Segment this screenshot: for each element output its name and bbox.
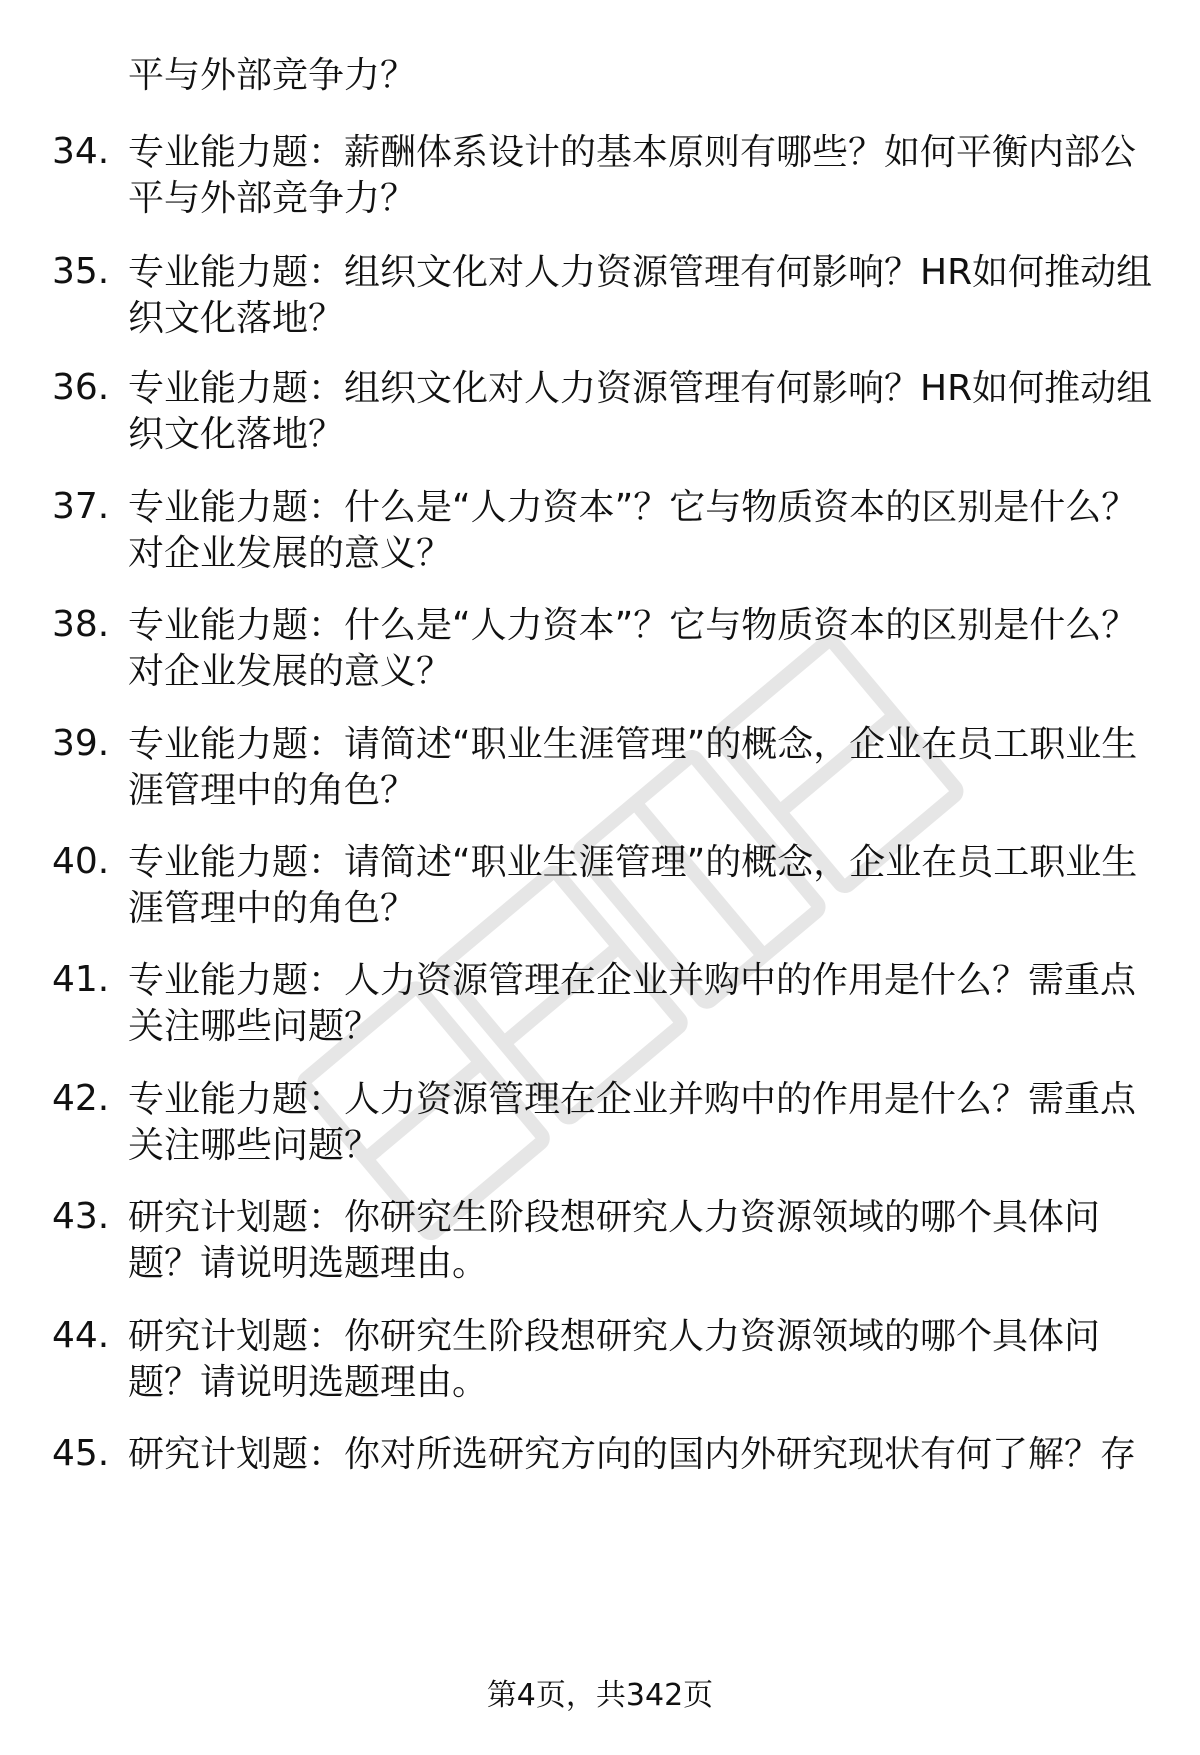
question-number: 42. [52,1078,110,1119]
continuation-line: 平与外部竞争力？ [128,55,417,96]
question-text: 专业能力题：薪酬体系设计的基本原则有哪些？如何平衡内部公平与外部竞争力？ [128,132,1137,219]
question-number: 37. [52,486,110,527]
question-text: 专业能力题：什么是“人力资本”？它与物质资本的区别是什么？对企业发展的意义？ [128,605,1138,692]
question-text: 研究计划题：你对所选研究方向的国内外研究现状有何了解？存 [128,1434,1137,1475]
question-text: 研究计划题：你研究生阶段想研究人力资源领域的哪个具体问题？请说明选题理由。 [128,1197,1101,1284]
question-number: 38. [52,604,110,645]
question-text: 专业能力题：什么是“人力资本”？它与物质资本的区别是什么？对企业发展的意义？ [128,487,1138,574]
question-text: 专业能力题：人力资源管理在企业并购中的作用是什么？需重点关注哪些问题？ [128,960,1137,1047]
question-text: 研究计划题：你研究生阶段想研究人力资源领域的哪个具体问题？请说明选题理由。 [128,1316,1101,1403]
question-text: 专业能力题：组织文化对人力资源管理有何影响？HR如何推动组织文化落地？ [128,252,1153,339]
question-number: 40. [52,841,110,882]
question-text: 专业能力题：请简述“职业生涯管理”的概念，企业在员工职业生涯管理中的角色？ [128,842,1138,929]
question-text: 专业能力题：组织文化对人力资源管理有何影响？HR如何推动组织文化落地？ [128,368,1153,455]
question-number: 39. [52,723,110,764]
question-number: 45. [52,1433,110,1474]
question-number: 41. [52,959,110,1000]
question-number: 44. [52,1315,110,1356]
question-number: 35. [52,251,110,292]
question-number: 36. [52,367,110,408]
question-number: 34. [52,131,110,172]
page-footer: 第4页，共342页 [486,1678,714,1713]
question-number: 43. [52,1196,110,1237]
question-text: 专业能力题：请简述“职业生涯管理”的概念，企业在员工职业生涯管理中的角色？ [128,724,1138,811]
question-text: 专业能力题：人力资源管理在企业并购中的作用是什么？需重点关注哪些问题？ [128,1079,1137,1166]
